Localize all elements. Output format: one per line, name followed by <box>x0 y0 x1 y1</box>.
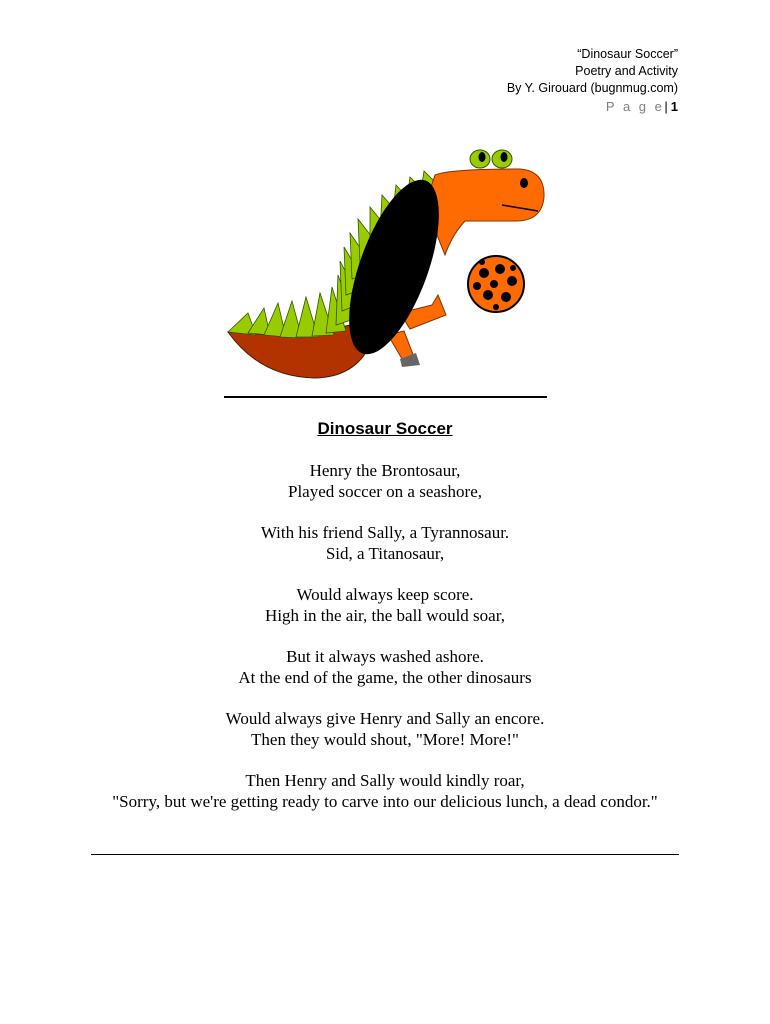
poem-stanza <box>0 522 770 564</box>
poem-title: Dinosaur Soccer <box>317 419 453 438</box>
poem-line: "Sorry, but we're getting ready to carve into our delicious lunch, a dead condor." <box>112 792 658 811</box>
poem-line: At the end of the game, the other dinosaurs <box>238 668 532 687</box>
page-separator: | <box>664 99 668 114</box>
poem-stanza <box>0 646 770 688</box>
soccer-ball-icon <box>468 256 524 312</box>
poem-line: Would always give Henry and Sally an encore. <box>225 709 545 728</box>
bottom-divider-line <box>91 854 679 855</box>
poem-stanza <box>0 584 770 626</box>
header-doc-title: “Dinosaur Soccer” <box>577 47 678 61</box>
poem-line: Played soccer on a seashore, <box>287 482 482 501</box>
poem-line: With his friend Sally, a Tyrannosaur. <box>260 523 510 542</box>
dinosaur-soccer-illustration <box>220 145 560 385</box>
poem-stanza <box>0 770 770 812</box>
poem-stanza <box>0 460 770 502</box>
header-author: By Y. Girouard (bugnmug.com) <box>506 81 678 95</box>
poem-line: Then Henry and Sally would kindly roar, <box>245 771 525 790</box>
dinosaur-nostril <box>520 178 528 188</box>
poem-line: High in the air, the ball would soar, <box>265 606 505 625</box>
page-number-line <box>507 98 678 115</box>
page-label: P a g e <box>605 99 665 114</box>
poem-line: Henry the Brontosaur, <box>309 461 461 480</box>
poem-line: Then they would shout, "More! More!" <box>251 730 519 749</box>
poem-stanza <box>0 708 770 750</box>
top-divider-line <box>224 396 547 398</box>
page-number: 1 <box>670 99 678 114</box>
poem-body <box>0 460 770 832</box>
poem-line: Sid, a Titanosaur, <box>325 544 445 563</box>
poem-line: But it always washed ashore. <box>286 647 484 666</box>
page-header <box>507 46 678 115</box>
poem-line: Would always keep score. <box>296 585 474 604</box>
dinosaur-eyes <box>470 150 512 168</box>
header-subtitle: Poetry and Activity <box>575 64 678 78</box>
